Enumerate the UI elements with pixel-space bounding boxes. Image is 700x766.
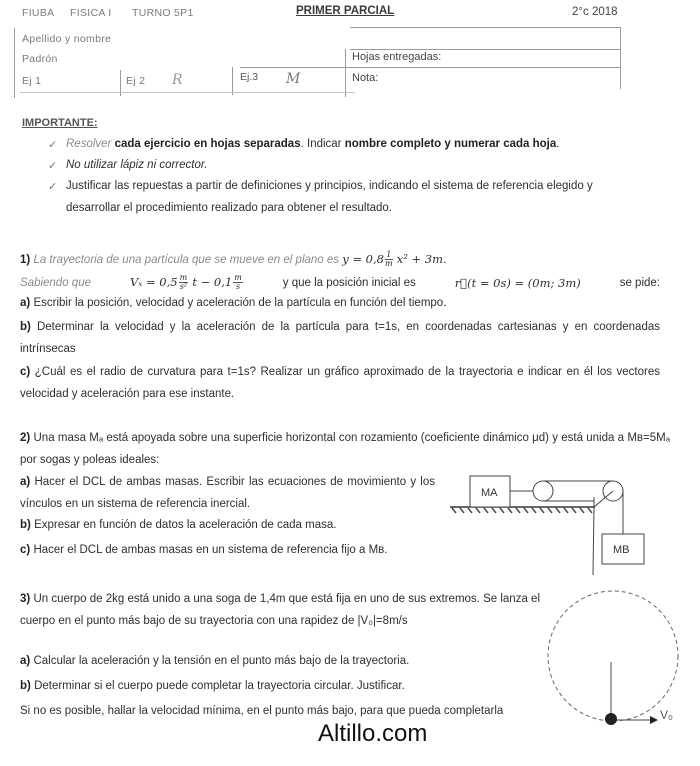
ex2-part-b: b) Expresar en función de datos la aceleración de cada masa.	[20, 519, 337, 531]
header-course: FISICA I	[70, 7, 112, 19]
id-field-label: Padrón	[22, 53, 58, 65]
header-shift: TURNO 5P1	[132, 7, 194, 19]
exam-term: 2°c 2018	[572, 6, 618, 18]
ex1-part-c: c) ¿Cuál es el radio de curvatura para t=1s? Realizar un gráfico aproximado de la trayectoria e indicar en él los vectores velocidad y aceleración para ese instante.	[20, 366, 660, 400]
ej1-label: Ej 1	[22, 75, 42, 87]
ex2-part-c: c) Hacer el DCL de ambas masas en un sistema de referencia fijo a Mʙ.	[20, 544, 388, 556]
important-item-3: Justificar las repuestas a partir de definiciones y principios, indicando el sistema de referencia elegido y desarrollar el procedimiento realizado para obtener el resultado.	[66, 180, 593, 214]
ex2-part-a: a) Hacer el DCL de ambas masas. Escribir las ecuaciones de movimiento y los vínculos en un sistema de referencia inercial.	[20, 476, 435, 510]
block-a-label: MA	[481, 487, 498, 499]
pulley-movable	[533, 481, 553, 501]
header-institution: FIUBA	[22, 7, 55, 19]
ex1-intro: 1) La trayectoria de una partícula que se mueve en el plano es y = 0,8 $\frac{1}{m}$ x² + 3m.	[20, 250, 447, 269]
ej2-grade: R	[172, 72, 183, 88]
trajectory-circle	[548, 591, 678, 721]
ex3-part-b-extra: Si no es posible, hallar la velocidad mínima, en el punto más bajo, para que pueda completarla	[20, 705, 504, 717]
grade-label: Nota:	[352, 72, 379, 84]
arrow-head-icon	[650, 716, 658, 724]
ex1-part-a: a) Escribir la posición, velocidad y aceleración de la partícula en función del tiempo.	[20, 297, 447, 309]
velocity-label: V₀	[660, 708, 673, 722]
ej3-label: Ej.3	[240, 71, 259, 83]
check-icon: ✓	[48, 139, 58, 151]
ex3-part-b: b) Determinar si el cuerpo puede completar la trayectoria circular. Justificar.	[20, 680, 405, 692]
id-field[interactable]	[60, 50, 340, 66]
ex2-intro: 2) Una masa Mₐ está apoyada sobre una superficie horizontal con rozamiento (coeficiente dinámico μd) y está unida a Mʙ=5Mₐ por sogas y poleas ideales:	[20, 432, 670, 466]
sheets-label: Hojas entregadas:	[352, 51, 442, 63]
important-heading: IMPORTANTE:	[22, 117, 98, 129]
sheets-field[interactable]	[455, 50, 615, 66]
ex3-intro: 3) Un cuerpo de 2kg está unido a una soga de 1,4m que está fija en uno de sus extremos. Se lanza el cuerpo en el punto más bajo de su trayectoria con una rapidez de |V₀|=8m/s	[20, 593, 540, 627]
pulley-diagram	[450, 460, 700, 580]
check-icon: ✓	[48, 181, 58, 193]
circular-path-diagram	[540, 580, 700, 740]
ex3-part-a: a) Calcular la aceleración y la tensión en el punto más bajo de la trayectoria.	[20, 655, 410, 667]
ej3-grade: M	[286, 71, 301, 87]
check-icon: ✓	[48, 160, 58, 172]
important-item-1: Resolver cada ejercicio en hojas separadas. Indicar nombre completo y numerar cada hoja.	[66, 138, 560, 150]
name-field[interactable]	[140, 28, 345, 46]
ej2-label: Ej 2	[126, 75, 146, 87]
block-b-label: MB	[613, 544, 630, 556]
name-field-label: Apellido y nombre	[22, 33, 112, 45]
mass-body	[605, 713, 617, 725]
important-item-2: No utilizar lápiz ni corrector.	[66, 159, 208, 171]
floor-surface	[450, 507, 595, 575]
watermark: Altillo.com	[318, 720, 428, 747]
ex1-part-b: b) Determinar la velocidad y la aceleración de la partícula para t=1s, en coordenadas cartesianas y en coordenadas intrínsecas	[20, 321, 660, 355]
exam-title: PRIMER PARCIAL	[296, 5, 395, 17]
ex1-givens: Sabiendo que Vₓ = 0,5 $\frac{m}{\text{s²}}$ t − 0,1 $\frac{m}{s}$ y que la posición inicial es r⃗(t = 0s) = (0m; 3m) se pide:	[20, 273, 660, 292]
